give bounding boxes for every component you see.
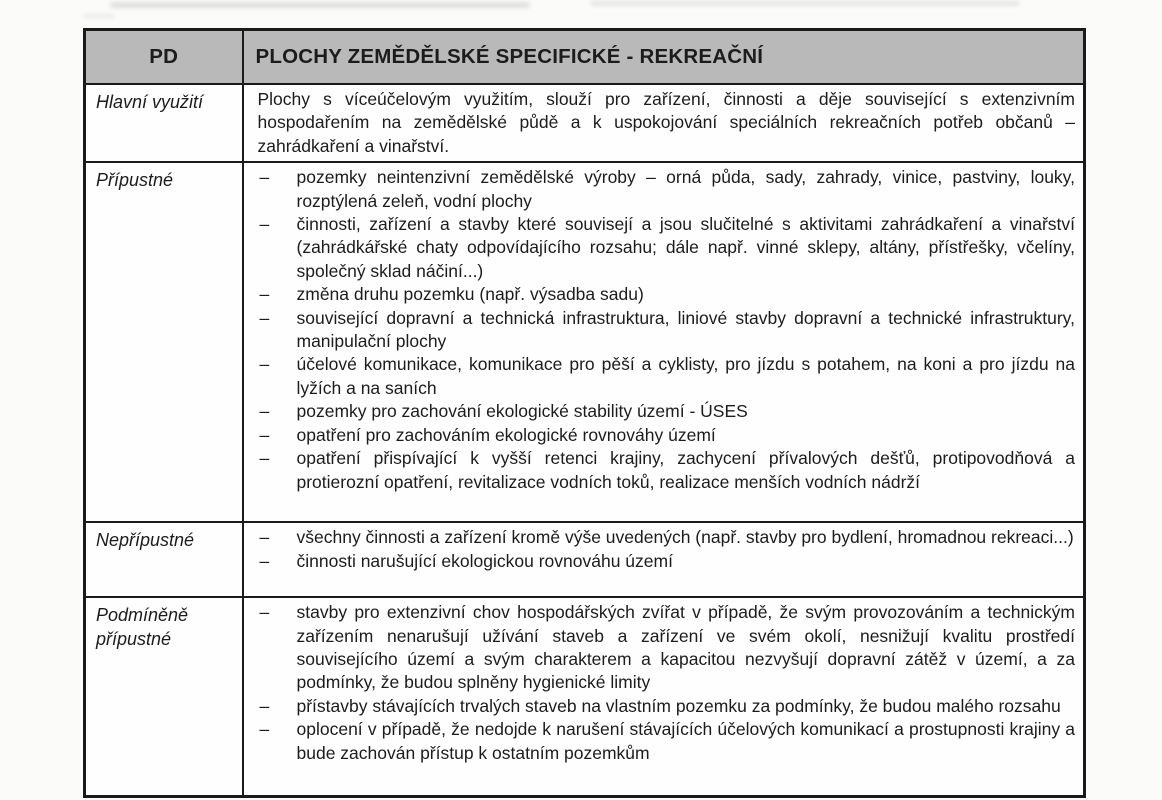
list-item — [244, 307, 1076, 354]
scan-artifact — [84, 14, 114, 18]
permitted-list — [244, 166, 1076, 494]
bullet-dash-icon: – — [259, 307, 270, 328]
row-label-podminene-pripustne: Podmíněně přípustné — [85, 597, 243, 797]
list-item-text: činnosti narušující ekologickou rovnováhu území — [296, 550, 673, 571]
bullet-dash-icon: – — [259, 550, 270, 571]
list-item-text: všechny činnosti a zařízení kromě výše uvedených (např. stavby pro bydlení, hromadnou rekreaci...) — [296, 527, 1074, 548]
bullet-dash-icon: – — [259, 354, 270, 375]
list-item-text: přístavby stávajících trvalých staveb na vlastním pozemku za podmínky, že budou malého rozsahu — [296, 695, 1061, 716]
table-row-pripustne — [85, 162, 1085, 522]
row-label-nepripustne: Nepřípustné — [85, 522, 243, 597]
conditionally-permitted-list — [244, 601, 1076, 765]
list-item — [244, 166, 1076, 213]
list-item-text: účelové komunikace, komunikace pro pěší a cyklisty, pro jízdu s potahem, na koni a pro jízdu na lyžích a na saních — [296, 354, 1075, 398]
table-row-podminene-pripustne — [85, 597, 1085, 797]
row-content-podminene-pripustne — [243, 597, 1085, 797]
list-item — [244, 550, 1076, 573]
list-item-text: pozemky pro zachování ekologické stability území - ÚSES — [296, 401, 748, 422]
scan-artifact — [590, 1, 1020, 6]
row-label-pripustne: Přípustné — [85, 162, 243, 522]
bullet-dash-icon: – — [259, 602, 270, 623]
list-item — [244, 400, 1076, 423]
bullet-dash-icon: – — [259, 695, 270, 716]
list-item — [244, 424, 1076, 447]
list-item — [244, 695, 1076, 718]
bullet-dash-icon: – — [259, 214, 270, 235]
zone-code: PD — [85, 30, 243, 85]
table-header-row — [85, 30, 1085, 85]
list-item — [244, 353, 1076, 400]
list-item — [244, 213, 1076, 283]
list-item-text: pozemky neintenzivní zemědělské výroby – orná půda, sady, zahrady, vinice, pastviny, louky, rozptýlená zeleň, vodní plochy — [296, 167, 1075, 211]
list-item — [244, 601, 1076, 695]
row-content-nepripustne — [243, 522, 1085, 597]
table-row-hlavni-vyuziti — [85, 84, 1085, 162]
list-item-text: oplocení v případě, že nedojde k narušení stávajících účelových komunikací a prostupnosti krajiny a bude zachován přístup k ostatním pozemkům — [296, 719, 1075, 763]
row-label-hlavni-vyuziti: Hlavní využití — [85, 84, 243, 162]
list-item — [244, 283, 1076, 306]
bullet-dash-icon: – — [259, 284, 270, 305]
scan-artifact — [110, 2, 530, 8]
bullet-dash-icon: – — [259, 448, 270, 469]
zone-title: PLOCHY ZEMĚDĚLSKÉ SPECIFICKÉ - REKREAČNÍ — [243, 30, 1085, 85]
bullet-dash-icon: – — [259, 401, 270, 422]
list-item-text: opatření pro zachováním ekologické rovnováhy území — [296, 424, 716, 445]
table-row-nepripustne — [85, 522, 1085, 597]
bullet-dash-icon: – — [259, 167, 270, 188]
list-item-text: činnosti, zařízení a stavby které souvisejí a jsou slučitelné s aktivitami zahrádkaření a vinařství (zahrádkářské chaty odpovídajícího rozsahu; dále např. vinné sklepy, altány, přístřešky, včelíny, společný sklad náčiní...) — [296, 214, 1075, 281]
list-item-text: stavby pro extenzivní chov hospodářských zvířat v případě, že svým provozováním a technickým zařízením nenarušují užívání staveb a zařízení ve svém okolí, nesnižují kvalitu prostředí souvisejícího území a svým charakterem a kapacitou nezvyšují dopravní zátěž v území, a za podmínky, že budou splněny hygienické limity — [296, 602, 1075, 693]
bullet-dash-icon: – — [259, 719, 270, 740]
bullet-dash-icon: – — [259, 424, 270, 445]
list-item-text: změna druhu pozemku (např. výsadba sadu) — [296, 284, 644, 305]
list-item — [244, 526, 1076, 549]
list-item — [244, 447, 1076, 494]
bullet-dash-icon: – — [259, 527, 270, 548]
main-use-paragraph: Plochy s víceúčelovým využitím, slouží pro zařízení, činnosti a děje související s extenzivním hospodařením na zemědělské půdě a k uspokojování speciálních rekreačních potřeb občanů – zahrádkaření a vinařství. — [257, 89, 1075, 156]
row-content-pripustne — [243, 162, 1085, 522]
row-content-hlavni-vyuziti — [243, 84, 1085, 162]
list-item-text: opatření přispívající k vyšší retenci krajiny, zachycení přívalových dešťů, protipovodňová a protierozní opatření, revitalizace vodních toků, realizace menších vodních nádrží — [296, 448, 1075, 492]
list-item — [244, 718, 1076, 765]
land-use-regulation-table — [83, 28, 1086, 798]
list-item-text: související dopravní a technická infrastruktura, liniové stavby dopravní a technické infrastruktury, manipulační plochy — [296, 307, 1075, 352]
not-permitted-list — [244, 526, 1076, 573]
